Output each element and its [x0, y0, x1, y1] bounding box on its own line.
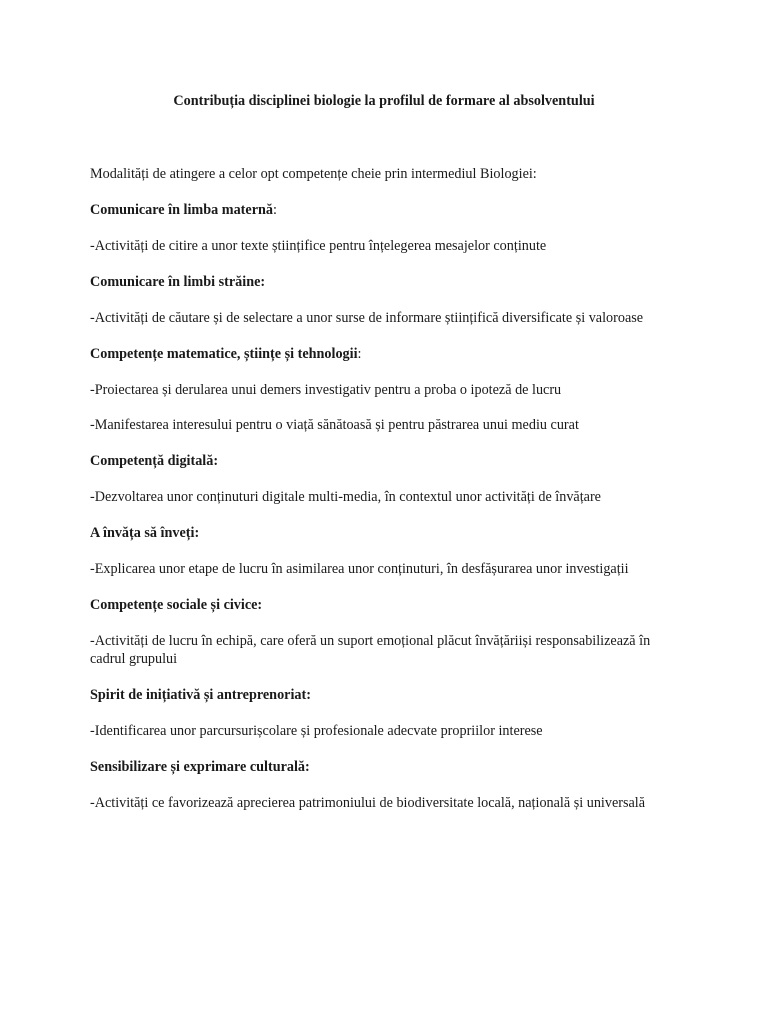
section-heading-suffix: :: [357, 346, 362, 362]
section-item: -Manifestarea interesului pentru o viață sănătoasă și pentru păstrarea unui mediu curat: [90, 417, 579, 433]
document-title: Contribuția disciplinei biologie la profilul de formare al absolventului: [173, 93, 595, 109]
section-item: -Identificarea unor parcursurișcolare și profesionale adecvate propriilor interese: [90, 723, 543, 739]
section-item: -Activități de citire a unor texte științifice pentru înțelegerea mesajelor conținute: [90, 238, 547, 254]
section-heading-competente-sociale: Competențe sociale și civice:: [90, 597, 263, 613]
section-heading-a-invata-sa-inveti: A învăța să înveți:: [90, 525, 200, 541]
section-item: -Dezvoltarea unor conținuturi digitale multi-media, în contextul unor activități de învățare: [90, 489, 601, 505]
section-item: -Activități de lucru în echipă, care oferă un suport emoțional plăcut învățăriiși responsabilizează în cadrul grupului: [90, 633, 651, 667]
section-heading-sensibilizare-culturala: Sensibilizare și exprimare culturală:: [90, 759, 310, 775]
section-heading-limba-materna: [90, 201, 680, 219]
section-heading-text: Comunicare în limba maternă: [90, 202, 273, 218]
section-heading-spirit-initiativa: Spirit de inițiativă și antreprenoriat:: [90, 687, 311, 703]
intro-paragraph: Modalități de atingere a celor opt competențe cheie prin intermediul Biologiei:: [90, 166, 537, 182]
section-heading-competente-matematice: [90, 345, 680, 363]
section-heading-suffix: :: [272, 202, 277, 218]
section-heading-competenta-digitala: Competență digitală:: [90, 453, 219, 469]
section-item: -Proiectarea și derularea unui demers investigativ pentru a proba o ipoteză de lucru: [90, 382, 562, 398]
section-heading-text: Competențe matematice, științe și tehnologii: [90, 346, 358, 362]
section-item: -Activități de căutare și de selectare a unor surse de informare științifică diversificate și valoroase: [90, 310, 644, 326]
section-item: -Activități ce favorizează aprecierea patrimoniului de biodiversitate locală, națională și universală: [90, 795, 646, 811]
section-item: -Explicarea unor etape de lucru în asimilarea unor conținuturi, în desfășurarea unor investigații: [90, 561, 629, 577]
section-heading-limbi-straine: Comunicare în limbi străine:: [90, 274, 266, 290]
